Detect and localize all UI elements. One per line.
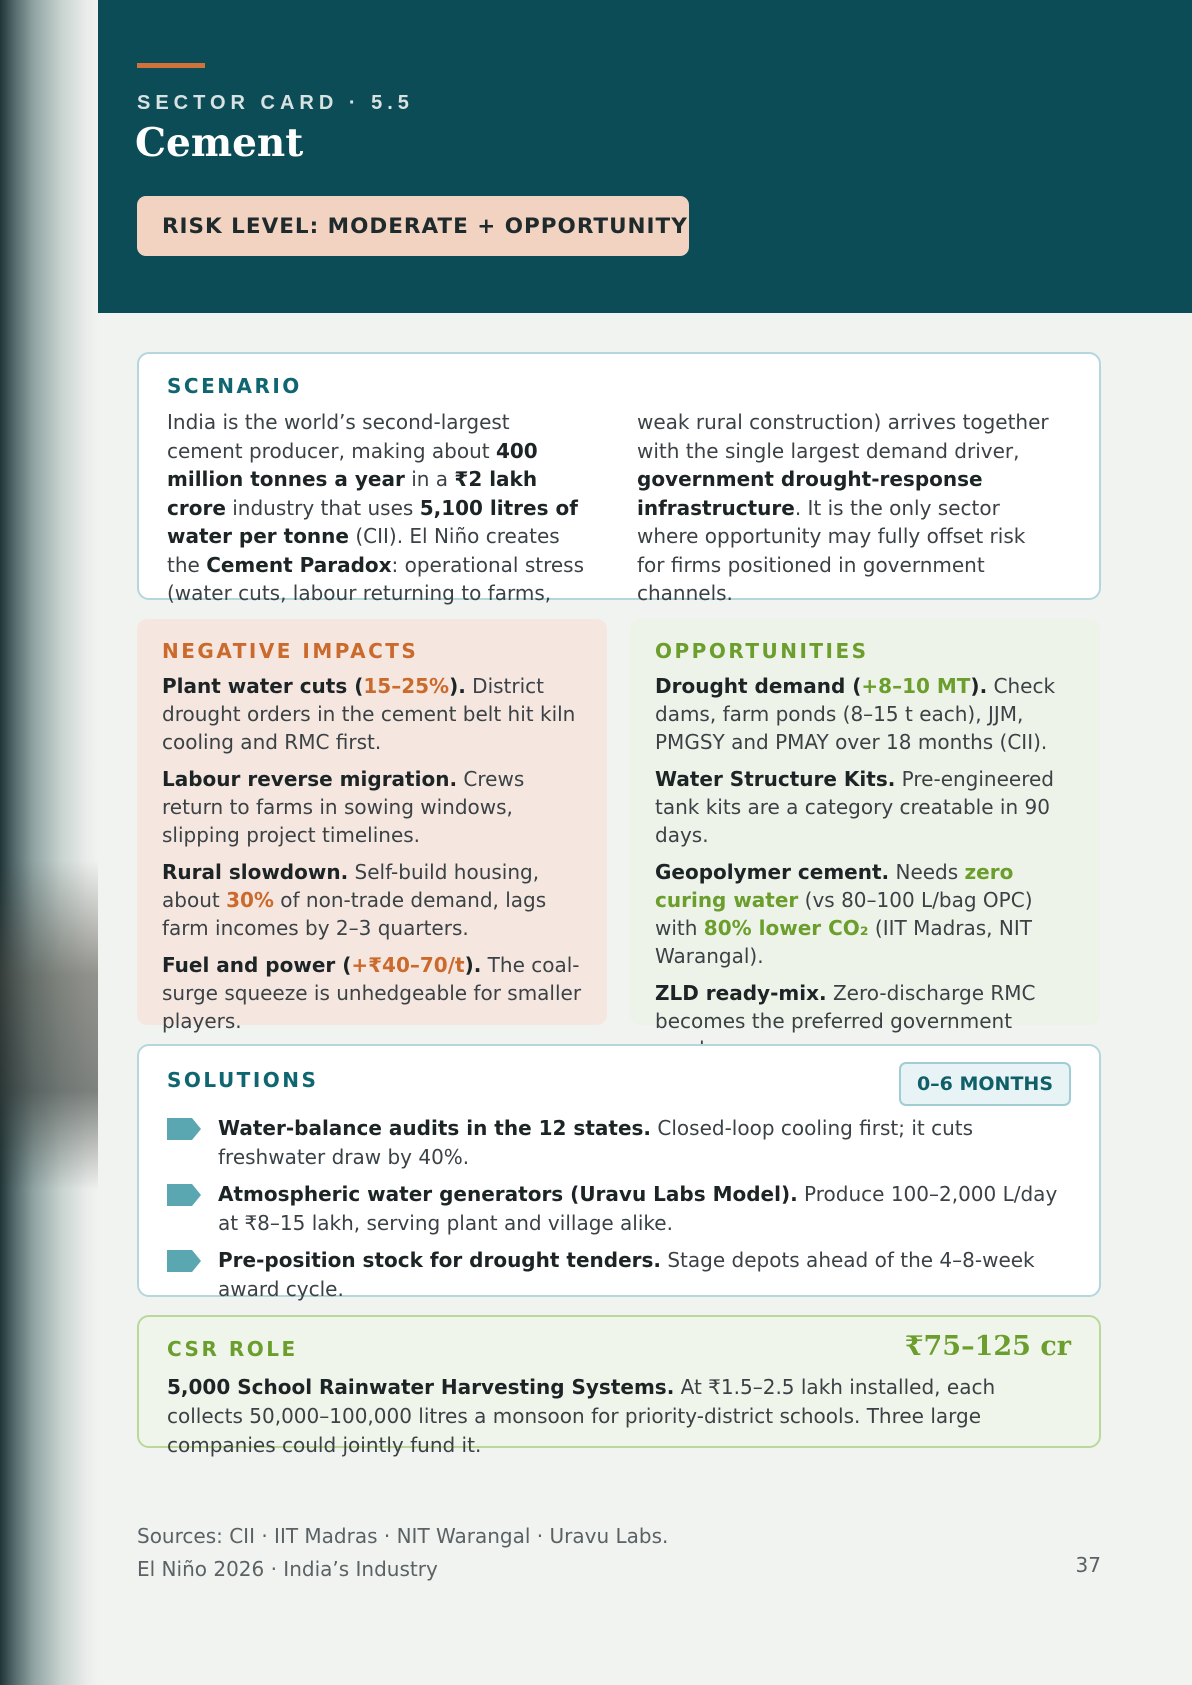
scenario-column-2 (637, 408, 1057, 608)
page-number: 37 (1075, 1553, 1101, 1577)
body-text: (CII). El Niño creates the (167, 524, 560, 577)
bold-text: ₹2 lakh crore (167, 467, 538, 520)
solution-item (167, 1180, 1071, 1238)
solution-title: Pre-position stock for drought tenders. (218, 1248, 661, 1272)
body-text: Needs (889, 860, 965, 884)
body-text: District drought orders in the cement belt hit kiln cooling and RMC first. (162, 674, 576, 754)
body-text: The coal-surge squeeze is unhedgeable for smaller players. (162, 953, 582, 1033)
bold-text: Labour reverse migration. (162, 767, 458, 791)
opportunity-item (655, 858, 1075, 970)
page-footer (137, 1520, 668, 1586)
solution-text: Closed-loop cooling first; it cuts freshwater draw by 40%. (218, 1116, 974, 1169)
solution-text: Produce 100–2,000 L/day at ₹8–15 lakh, serving plant and village alike. (218, 1182, 1058, 1235)
solution-title: Water-balance audits in the 12 states. (218, 1116, 652, 1140)
csr-description (167, 1373, 1071, 1460)
body-text: Crews return to farms in sowing windows, slipping project timelines. (162, 767, 525, 847)
body-text: (IIT Madras, NIT Warangal). (655, 916, 1032, 968)
risk-level-badge: RISK LEVEL: MODERATE + OPPORTUNITY (137, 196, 689, 256)
csr-role-label: CSR ROLE (167, 1337, 298, 1361)
bold-text: 5,100 litres of water per tonne (167, 495, 578, 548)
csr-title: 5,000 School Rainwater Harvesting Systems. (167, 1375, 675, 1399)
negative-impact-item (162, 765, 582, 849)
solution-title: Atmospheric water generators (Uravu Labs Model). (218, 1182, 798, 1206)
scenario-card (137, 352, 1101, 605)
bold-text: 400 million tonnes a year (167, 438, 538, 491)
negative-impact-item (162, 951, 582, 1035)
csr-amount: ₹75–125 cr (904, 1331, 1071, 1362)
bold-text: Fuel and power ( (162, 953, 352, 977)
bold-text: Water Structure Kits. (655, 767, 896, 791)
solution-item (167, 1114, 1071, 1172)
arrow-tag-icon (167, 1250, 201, 1272)
bold-text: government drought-response infrastructure (637, 467, 983, 520)
body-text: : operational stress (water cuts, labour returning to farms, (167, 552, 585, 605)
landscape-photo-fragment (0, 860, 98, 1190)
sources-line: Sources: CII · IIT Madras · NIT Warangal · Uravu Labs. (137, 1524, 669, 1548)
accent-rule (137, 63, 205, 68)
bold-text: Drought demand ( (655, 674, 862, 698)
solution-item (167, 1246, 1071, 1304)
solutions-label: SOLUTIONS (167, 1068, 319, 1092)
body-text: industry that uses (225, 495, 420, 520)
scenario-column-1 (167, 408, 587, 608)
body-text: . It is the only sector where opportunity may fully offset risk for firms positioned in government channels. (637, 495, 1026, 605)
sector-header (98, 0, 1192, 313)
csr-role-card (137, 1315, 1101, 1457)
arrow-tag-icon (167, 1118, 201, 1140)
body-text: Self-build housing, about (162, 860, 540, 912)
timeframe-badge: 0–6 MONTHS (899, 1062, 1071, 1106)
body-text: Pre-engineered tank kits are a category creatable in 90 days. (655, 767, 1054, 847)
opportunity-item (655, 672, 1075, 756)
negative-impacts-panel (137, 619, 607, 1033)
solutions-card (137, 1044, 1101, 1301)
body-text: in a (404, 467, 455, 491)
bold-text: ZLD ready-mix. (655, 981, 827, 1005)
csr-text: At ₹1.5–2.5 lakh installed, each collects 50,000–100,000 litres a monsoon for priority-district schools. Three large companies could jointly fund it. (167, 1375, 996, 1457)
highlight-text: +₹40–70/t (351, 953, 465, 977)
body-text: of non-trade demand, lags farm incomes by 2–3 quarters. (162, 888, 547, 940)
body-text: India is the world’s second-largest cement producer, making about (167, 410, 510, 463)
bold-text: ). (970, 674, 988, 698)
solution-text: Stage depots ahead of the 4–8-week award cycle. (218, 1248, 1035, 1301)
sector-kicker: SECTOR CARD · 5.5 (137, 92, 414, 114)
highlight-text: 80% lower CO₂ (703, 916, 869, 940)
publication-line: El Niño 2026 · India’s Industry (137, 1557, 438, 1581)
bold-text: ). (449, 674, 466, 698)
bold-text: ). (464, 953, 482, 977)
scenario-label: SCENARIO (167, 374, 302, 398)
opportunity-item (655, 765, 1075, 849)
bold-text: Rural slowdown. (162, 860, 349, 884)
arrow-tag-icon (167, 1184, 201, 1206)
highlight-text: 30% (226, 888, 274, 912)
bold-text: Geopolymer cement. (655, 860, 890, 884)
highlight-text: 15–25% (363, 674, 450, 698)
body-text: (vs 80–100 L/bag OPC) with (655, 888, 1033, 940)
negative-impact-item (162, 672, 582, 756)
highlight-text: zero curing water (655, 860, 1014, 912)
body-text: Zero-discharge RMC becomes the preferred government (655, 981, 1036, 1033)
bold-text: Plant water cuts ( (162, 674, 364, 698)
negative-impact-item (162, 858, 582, 942)
negative-impacts-label: NEGATIVE IMPACTS (162, 639, 419, 663)
opportunities-panel (630, 619, 1100, 1033)
opportunities-label: OPPORTUNITIES (655, 639, 869, 663)
page-title: Cement (135, 120, 304, 166)
decorative-side-photo (0, 0, 98, 1685)
body-text: weak rural construction) arrives together with the single largest demand driver, (637, 410, 1049, 463)
body-text: Check dams, farm ponds (8–15 t each), JJM, PMGSY and PMAY over 18 months (CII). (655, 674, 1056, 754)
highlight-text: +8–10 MT (861, 674, 971, 698)
bold-text: Cement Paradox (206, 552, 392, 577)
